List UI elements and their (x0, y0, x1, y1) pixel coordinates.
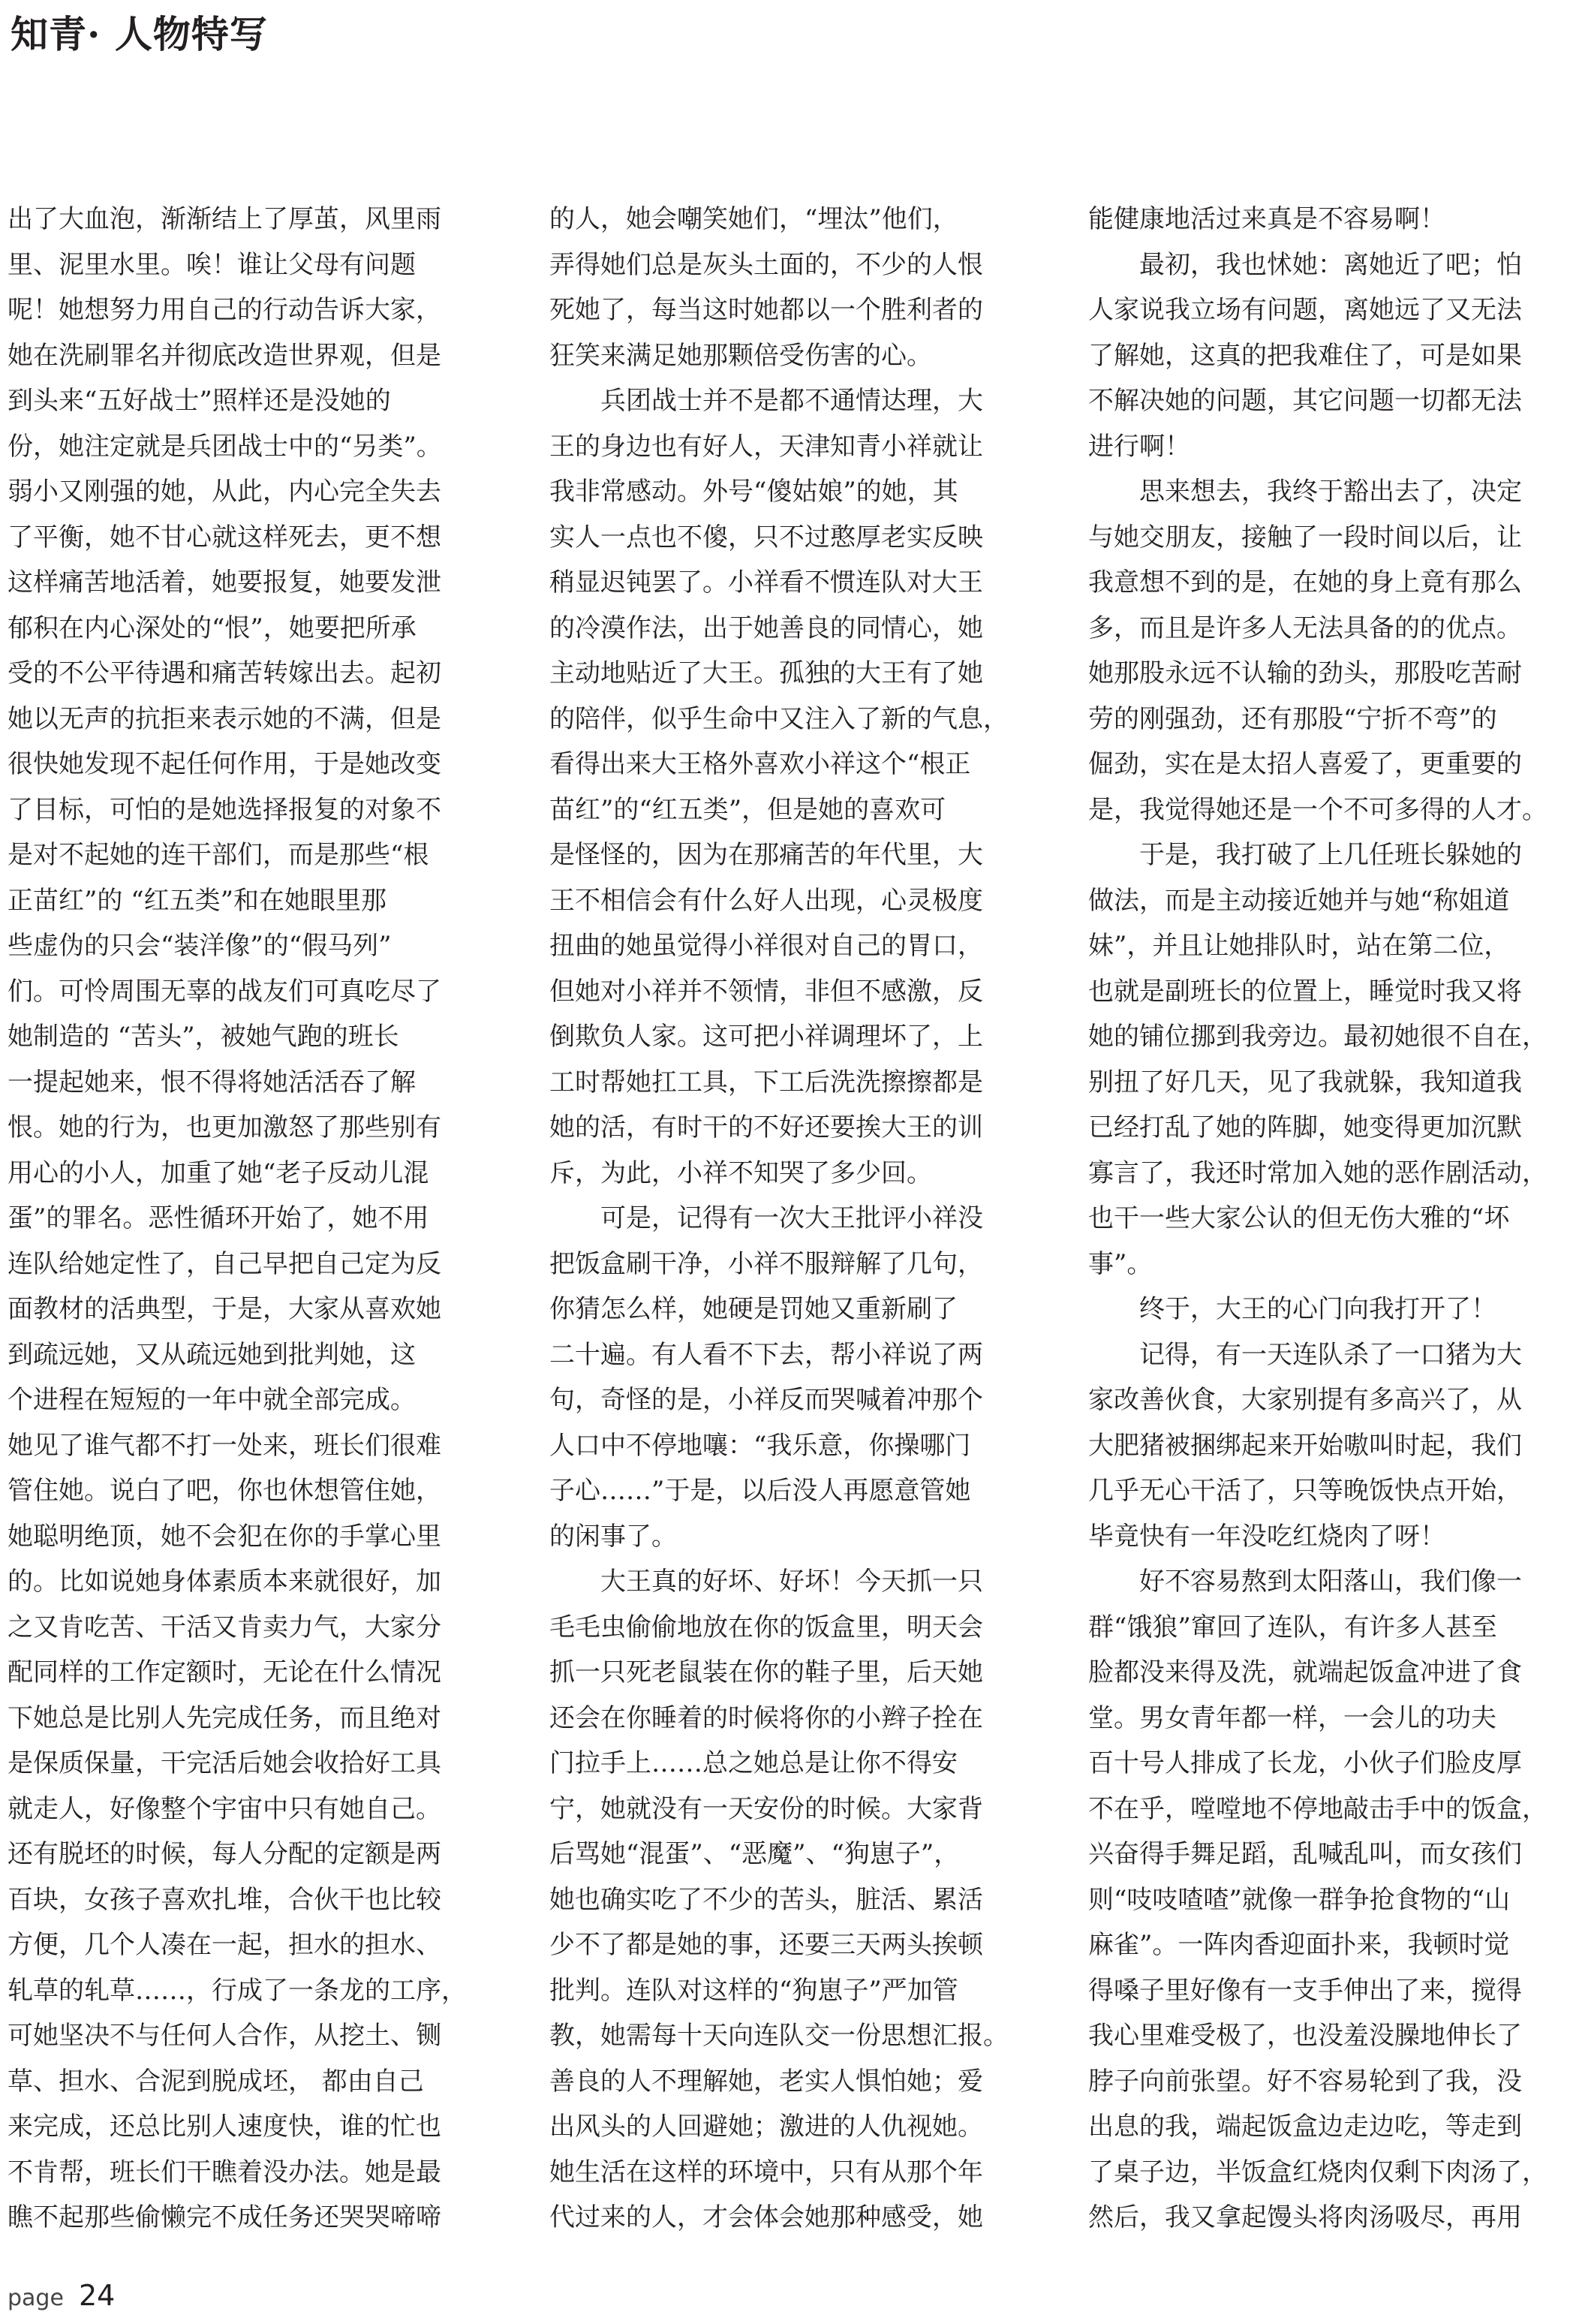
text-line: 寡言了，我还时常加入她的恶作剧活动， (1088, 1157, 1547, 1188)
text-line: 到疏远她，又从疏远她到批判她，这 (8, 1339, 416, 1370)
text-line: 配同样的工作定额时，无论在什么情况 (8, 1657, 441, 1687)
text-line: 的人，她会嘲笑她们，“埋汰”他们， (549, 204, 958, 234)
text-line: 用心的小人，加重了她“老子反动儿混 (8, 1157, 429, 1188)
text-line: 记得，有一天连队杀了一口猪为大 (1088, 1339, 1522, 1370)
text-line: 与她交朋友，接触了一段时间以后，让 (1088, 522, 1522, 552)
article-column-1 (8, 197, 488, 2241)
text-line: 几乎无心干活了，只等晚饭快点开始， (1088, 1476, 1522, 1506)
text-line: 是保质保量，干完活后她会收拾好工具 (8, 1748, 441, 1778)
text-line: 出了大血泡，渐渐结上了厚茧，风里雨 (8, 204, 441, 234)
text-line: 教，她需每十天向连队交一份思想汇报。 (549, 2021, 1009, 2051)
text-line: 看得出来大王格外喜欢小祥这个“根正 (549, 749, 971, 779)
text-line: 善良的人不理解她，老实人惧怕她；爱 (549, 2066, 983, 2097)
text-line: 她那股永远不认输的劲头，那股吃苦耐 (1088, 658, 1522, 688)
text-line: 但她对小祥并不领情，非但不感激，反 (549, 976, 983, 1007)
section-header: 知青· 人物特写 (11, 12, 268, 56)
text-line: 就走人，好像整个宇宙中只有她自己。 (8, 1793, 441, 1824)
text-line: 可她坚决不与任何人合作，从挖土、铡 (8, 2021, 441, 2051)
text-line: 她生活在这样的环境中，只有从那个年 (549, 2157, 983, 2187)
text-line: 人家说我立场有问题，离她远了又无法 (1088, 295, 1522, 325)
text-line: 脸都没来得及洗，就端起饭盒冲进了食 (1088, 1657, 1522, 1687)
text-line: 王不相信会有什么好人出现，心灵极度 (549, 885, 983, 916)
text-line: 轧草的轧草……，行成了一条龙的工序， (8, 1975, 467, 2006)
text-line: 劳的刚强劲，还有那股“宁折不弯”的 (1088, 703, 1497, 734)
page-footer (8, 2279, 115, 2312)
text-line: 到头来“五好战士”照样还是没她的 (8, 386, 391, 416)
text-line: 则“吱吱喳喳”就像一群争抢食物的“山 (1088, 1884, 1511, 1915)
text-line: 了平衡，她不甘心就这样死去，更不想 (8, 522, 441, 552)
text-line: 别扭了好几天，见了我就躲，我知道我 (1088, 1067, 1522, 1097)
text-line: 于是，我打破了上几任班长躲她的 (1088, 840, 1522, 870)
text-line: 草、担水、合泥到脱成坯， 都由自己 (8, 2066, 424, 2097)
text-line: 多，而且是许多人无法具备的的优点。 (1088, 613, 1522, 643)
text-line: 是，我觉得她还是一个不可多得的人才。 (1088, 794, 1547, 825)
text-line: 份，她注定就是兵团战士中的“另类”。 (8, 431, 442, 462)
article-column-3 (1088, 197, 1568, 2241)
text-line: 王的身边也有好人，天津知青小祥就让 (549, 431, 983, 462)
text-line: 她在洗刷罪名并彻底改造世界观，但是 (8, 340, 441, 371)
text-line: 们。可怜周围无辜的战友们可真吃尽了 (8, 976, 441, 1007)
text-line: 面教材的活典型，于是，大家从喜欢她 (8, 1294, 441, 1324)
text-line: 还有脱坯的时候，每人分配的定额是两 (8, 1839, 441, 1869)
text-line: 了解她，这真的把我难住了，可是如果 (1088, 340, 1522, 371)
text-line: 人口中不停地嚷：“我乐意，你操哪门 (549, 1430, 971, 1461)
text-line: 终于，大王的心门向我打开了！ (1088, 1294, 1496, 1324)
text-line: 你猜怎么样，她硬是罚她又重新刷了 (549, 1294, 958, 1324)
article-column-2 (549, 197, 1030, 2241)
text-line: 兴奋得手舞足蹈，乱喊乱叫，而女孩们 (1088, 1839, 1522, 1869)
text-line: 我意想不到的是，在她的身上竟有那么 (1088, 567, 1522, 598)
text-line: 郁积在内心深处的“恨”，她要把所承 (8, 613, 417, 643)
text-line: 后骂她“混蛋”、“恶魔”、“狗崽子”， (549, 1839, 960, 1869)
text-line: 工时帮她扛工具，下工后洗洗擦擦都是 (549, 1067, 983, 1097)
text-line: 不解决她的问题，其它问题一切都无法 (1088, 386, 1522, 416)
text-line: 句，奇怪的是，小祥反而哭喊着冲那个 (549, 1385, 983, 1415)
text-line: 能健康地活过来真是不容易啊！ (1088, 204, 1445, 234)
text-line: 是对不起她的连干部们，而是那些“根 (8, 840, 429, 870)
text-line: 倒欺负人家。这可把小祥调理坏了，上 (549, 1022, 983, 1052)
text-line: 不肯帮，班长们干瞧着没办法。她是最 (8, 2157, 441, 2187)
text-line: 宁，她就没有一天安份的时候。大家背 (549, 1793, 983, 1824)
text-line: 弱小又刚强的她，从此，内心完全失去 (8, 477, 441, 507)
text-line: 蛋”的罪名。恶性循环开始了，她不用 (8, 1203, 429, 1233)
text-line: 好不容易熬到太阳落山，我们像一 (1088, 1567, 1522, 1597)
text-line: 之又肯吃苦、干活又肯卖力气，大家分 (8, 1612, 441, 1642)
page-label: page (8, 2285, 64, 2311)
text-line: 二十遍。有人看不下去，帮小祥说了两 (549, 1339, 983, 1370)
text-line: 瞧不起那些偷懒完不成任务还哭哭啼啼 (8, 2202, 441, 2232)
text-line: 主动地贴近了大王。孤独的大王有了她 (549, 658, 983, 688)
text-line: 大肥猪被捆绑起来开始嗷叫时起，我们 (1088, 1430, 1522, 1461)
text-line: 苗红”的“红五类”，但是她的喜欢可 (549, 794, 946, 825)
text-line: 连队给她定性了，自己早把自己定为反 (8, 1248, 441, 1279)
text-line: 恨。她的行为，也更加激怒了那些别有 (8, 1112, 441, 1142)
text-line: 倔劲，实在是太招人喜爱了，更重要的 (1088, 749, 1522, 779)
text-line: 正苗红”的 “红五类”和在她眼里那 (8, 885, 386, 916)
text-line: 些虚伪的只会“装洋像”的“假马列” (8, 931, 392, 961)
text-line: 做法，而是主动接近她并与她“称姐道 (1088, 885, 1510, 916)
text-line: 事”。 (1088, 1248, 1153, 1279)
text-line: 里、泥里水里。唉！谁让父母有问题 (8, 249, 416, 280)
text-line: 出息的我，端起饭盒边走边吃，等走到 (1088, 2112, 1522, 2142)
text-line: 大王真的好坏、好坏！今天抓一只 (549, 1567, 983, 1597)
text-line: 扭曲的她虽觉得小祥很对自己的胃口， (549, 931, 983, 961)
text-line: 她见了谁气都不打一处来，班长们很难 (8, 1430, 441, 1461)
text-line: 百块，女孩子喜欢扎堆，合伙干也比较 (8, 1884, 441, 1915)
text-line: 麻雀”。一阵肉香迎面扑来，我顿时觉 (1088, 1930, 1510, 1960)
text-line: 稍显迟钝罢了。小祥看不惯连队对大王 (549, 567, 983, 598)
text-line: 斥，为此，小祥不知哭了多少回。 (549, 1157, 932, 1188)
text-line: 最初，我也怵她：离她近了吧；怕 (1088, 249, 1522, 280)
text-line: 下她总是比别人先完成任务，而且绝对 (8, 1702, 441, 1733)
text-line: 毛毛虫偷偷地放在你的饭盒里，明天会 (549, 1612, 983, 1642)
text-line: 进行啊！ (1088, 431, 1190, 462)
text-line: 出风头的人回避她；激进的人仇视她。 (549, 2112, 983, 2142)
text-line: 不在乎，嘡嘡地不停地敲击手中的饭盒， (1088, 1793, 1547, 1824)
text-line: 很快她发现不起任何作用，于是她改变 (8, 749, 441, 779)
text-line: 也就是副班长的位置上，睡觉时我又将 (1088, 976, 1522, 1007)
text-line: 的。比如说她身体素质本来就很好，加 (8, 1567, 441, 1597)
text-line: 的闲事了。 (549, 1521, 677, 1552)
text-line: 她聪明绝顶，她不会犯在你的手掌心里 (8, 1521, 441, 1552)
text-line: 狂笑来满足她那颗倍受伤害的心。 (549, 340, 932, 371)
text-line: 的冷漠作法，出于她善良的同情心，她 (549, 613, 983, 643)
text-line: 批判。连队对这样的“狗崽子”严加管 (549, 1975, 958, 2006)
text-line: 个进程在短短的一年中就全部完成。 (8, 1385, 416, 1415)
text-line: 群“饿狼”窜回了连队，有许多人甚至 (1088, 1612, 1497, 1642)
text-line: 也干一些大家公认的但无伤大雅的“坏 (1088, 1203, 1510, 1233)
text-line: 毕竟快有一年没吃红烧肉了呀！ (1088, 1521, 1445, 1552)
text-line: 她的活，有时干的不好还要挨大王的训 (549, 1112, 983, 1142)
text-line: 代过来的人，才会体会她那种感受，她 (549, 2202, 983, 2232)
page-number: 24 (78, 2279, 116, 2312)
text-line: 得嗓子里好像有一支手伸出了来，搅得 (1088, 1975, 1522, 2006)
text-line: 兵团战士并不是都不通情达理，大 (549, 386, 983, 416)
text-line: 的陪伴，似乎生命中又注入了新的气息， (549, 703, 1009, 734)
text-line: 来完成，还总比别人速度快，谁的忙也 (8, 2112, 441, 2142)
text-line: 她以无声的抗拒来表示她的不满，但是 (8, 703, 441, 734)
text-line: 实人一点也不傻，只不过憨厚老实反映 (549, 522, 983, 552)
text-line: 思来想去，我终于豁出去了，决定 (1088, 477, 1522, 507)
text-line: 弄得她们总是灰头土面的，不少的人恨 (549, 249, 983, 280)
text-line: 死她了，每当这时她都以一个胜利者的 (549, 295, 983, 325)
text-line: 她也确实吃了不少的苦头，脏活、累活 (549, 1884, 983, 1915)
text-line: 方便，几个人凑在一起，担水的担水、 (8, 1930, 441, 1960)
text-line: 门拉手上……总之她总是让你不得安 (549, 1748, 958, 1778)
text-line: 她的铺位挪到我旁边。最初她很不自在， (1088, 1022, 1547, 1052)
text-line: 我非常感动。外号“傻姑娘”的她，其 (549, 477, 958, 507)
text-line: 了桌子边，半饭盒红烧肉仅剩下肉汤了， (1088, 2157, 1547, 2187)
text-line: 了目标，可怕的是她选择报复的对象不 (8, 794, 441, 825)
text-line: 抓一只死老鼠装在你的鞋子里，后天她 (549, 1657, 983, 1687)
text-line: 已经打乱了她的阵脚，她变得更加沉默 (1088, 1112, 1522, 1142)
text-line: 把饭盒刷干净，小祥不服辩解了几句， (549, 1248, 983, 1279)
text-line: 是怪怪的，因为在那痛苦的年代里，大 (549, 840, 983, 870)
text-line: 呢！她想努力用自己的行动告诉大家， (8, 295, 441, 325)
text-line: 百十号人排成了长龙，小伙子们脸皮厚 (1088, 1748, 1522, 1778)
text-line: 堂。男女青年都一样，一会儿的功夫 (1088, 1702, 1496, 1733)
text-line: 脖子向前张望。好不容易轮到了我，没 (1088, 2066, 1522, 2097)
text-line: 还会在你睡着的时候将你的小辫子拴在 (549, 1702, 983, 1733)
text-line: 受的不公平待遇和痛苦转嫁出去。起初 (8, 658, 441, 688)
text-line: 我心里难受极了，也没羞没臊地伸长了 (1088, 2021, 1522, 2051)
text-line: 可是，记得有一次大王批评小祥没 (549, 1203, 983, 1233)
text-line: 管住她。说白了吧，你也休想管住她， (8, 1476, 441, 1506)
text-line: 这样痛苦地活着，她要报复，她要发泄 (8, 567, 441, 598)
text-line: 一提起她来，恨不得将她活活吞了解 (8, 1067, 416, 1097)
text-line: 妹”，并且让她排队时，站在第二位， (1088, 931, 1510, 961)
text-line: 然后，我又拿起馒头将肉汤吸尽，再用 (1088, 2202, 1522, 2232)
text-line: 她制造的 “苦头”，被她气跑的班长 (8, 1022, 399, 1052)
text-line: 家改善伙食，大家别提有多高兴了，从 (1088, 1385, 1522, 1415)
text-line: 少不了都是她的事，还要三天两头挨顿 (549, 1930, 983, 1960)
text-line: 子心……”于是，以后没人再愿意管她 (549, 1476, 971, 1506)
